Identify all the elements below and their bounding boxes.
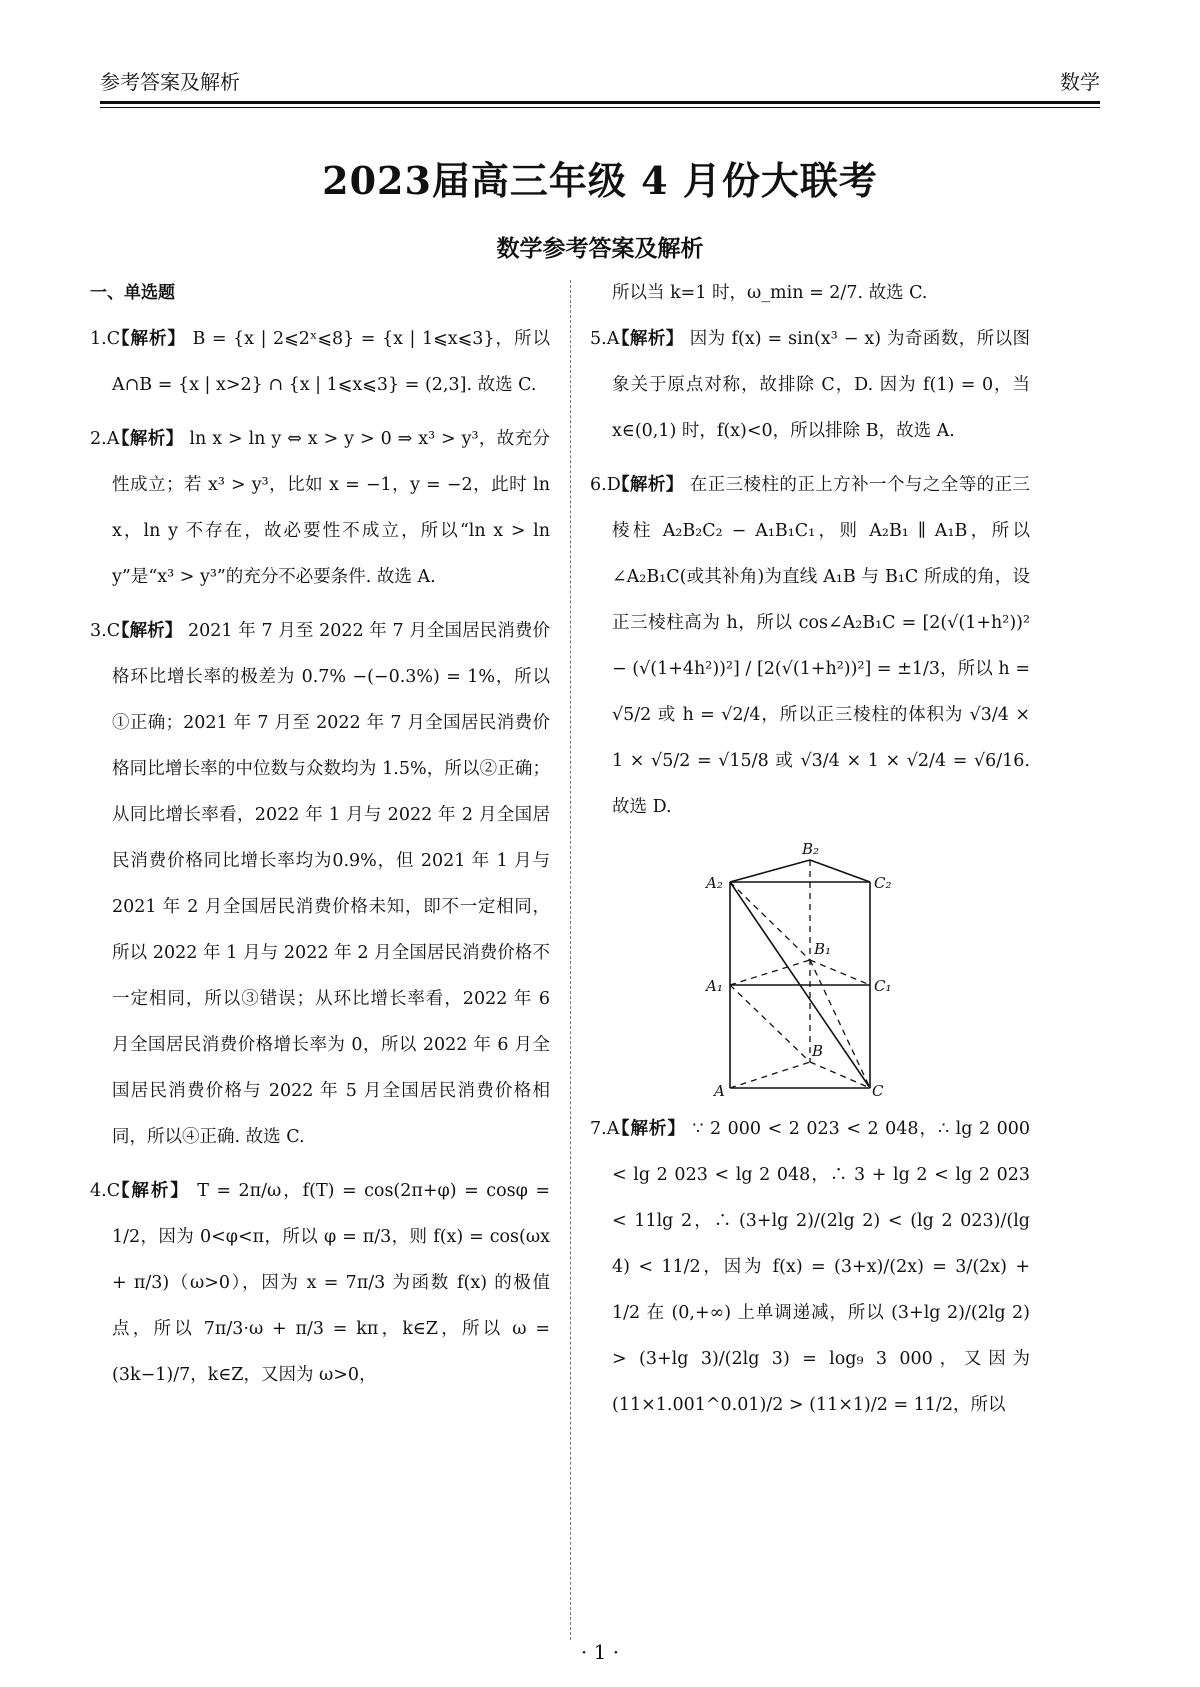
item-number: 7.A bbox=[590, 1119, 620, 1139]
answer-item-1 bbox=[90, 316, 550, 408]
answer-item-6 bbox=[590, 462, 1030, 830]
page-header bbox=[100, 72, 1100, 104]
prism-diagram bbox=[700, 840, 900, 1100]
item-tag: 【解析】 bbox=[612, 329, 684, 349]
header-right: 数学 bbox=[1060, 70, 1100, 94]
column-divider bbox=[570, 280, 571, 1640]
right-column bbox=[590, 270, 1030, 1436]
header-rule bbox=[100, 107, 1100, 108]
answer-item-3 bbox=[90, 608, 550, 1160]
item-number: 3.C bbox=[90, 621, 121, 641]
item-tag: 【解析】 bbox=[612, 475, 684, 495]
item-number: 6.D bbox=[590, 475, 621, 495]
label-c: C bbox=[872, 1082, 884, 1100]
item-tag: 【解析】 bbox=[112, 1181, 190, 1201]
left-column bbox=[90, 270, 550, 1406]
label-b1: B₁ bbox=[814, 940, 832, 958]
label-a2: A₂ bbox=[706, 874, 723, 892]
item-text: B = {x | 2⩽2ˣ⩽8} = {x | 1⩽x⩽3}，所以 A∩B = {x | x>2} ∩ {x | 1⩽x⩽3} = (2,3]. 故选 C. bbox=[112, 329, 550, 395]
item-number: 4.C bbox=[90, 1181, 121, 1201]
item-tag: 【解析】 bbox=[612, 1119, 686, 1139]
page-subtitle: 数学参考答案及解析 bbox=[496, 236, 704, 262]
prism-figure bbox=[590, 840, 1030, 1100]
section-heading: 一、单选题 bbox=[90, 283, 175, 303]
answer-item-7 bbox=[590, 1106, 1030, 1428]
item-number: 2.A bbox=[90, 429, 120, 449]
header-left: 参考答案及解析 bbox=[100, 70, 240, 94]
item-number: 5.A bbox=[590, 329, 620, 349]
page-title: 2023届高三年级 4 月份大联考 bbox=[322, 158, 878, 203]
label-c2: C₂ bbox=[874, 874, 892, 892]
item-text: 因为 f(x) = sin(x³ − x) 为奇函数，所以图象关于原点对称，故排除 C，D. 因为 f(1) = 0，当 x∈(0,1) 时，f(x)<0，所以排除 B，故选 A. bbox=[612, 329, 1031, 441]
answer-item-4 bbox=[90, 1168, 550, 1398]
item-text: 2021 年 7 月至 2022 年 7 月全国居民消费价格环比增长率的极差为 0.7% −(−0.3%) = 1%，所以①正确；2021 年 7 月至 2022 年 7 月全国居民消费价格同比增长率的中位数与众数均为 1.5%，所以②正确；从同比增长率看，2022 年 1 月与 2022 年 2 月全国居民消费价格同比增长率均为0.9%，但 2021 年 1 月与 2021 年 2 月全国居民消费价格未知，即不一定相同，所以 2022 年 1 月与 2022 年 2 月全国居民消费价格不一定相同，所以③错误；从环比增长率看，2022 年 6 月全国居民消费价格增长率为 0，所以 2022 年 6 月全国居民消费价格与 2022 年 5 月全国居民消费价格相同，所以④正确. 故选 C. bbox=[112, 621, 550, 1147]
item-text: 在正三棱柱的正上方补一个与之全等的正三棱柱 A₂B₂C₂ − A₁B₁C₁，则 A₂B₁ ∥ A₁B，所以∠A₂B₁C(或其补角)为直线 A₁B 与 B₁C 所成的角，设正三棱柱高为 h，所以 cos∠A₂B₁C = [2(√(1+h²))² − (√(1+4h²))²] / [2(√(1+h²))²] = ±1/3，所以 h = √5/2 或 h = √2/4，所以正三棱柱的体积为 √3/4 × 1 × √5/2 = √15/8 或 √3/4 × 1 × √2/4 = √6/16. 故选 D. bbox=[612, 475, 1030, 817]
answer-item-2 bbox=[90, 416, 550, 600]
item-text: T = 2π/ω，f(T) = cos(2π+φ) = cosφ = 1/2，因为 0<φ<π，所以 φ = π/3，则 f(x) = cos(ωx + π/3)（ω>0），因为 x = 7π/3 为函数 f(x) 的极值点，所以 7π/3·ω + π/3 = kπ，k∈Z，所以 ω = (3k−1)/7，k∈Z，又因为 ω>0， bbox=[112, 1181, 550, 1385]
label-a: A bbox=[714, 1082, 725, 1100]
item-tag: 【解析】 bbox=[112, 621, 183, 641]
continued-text: 所以当 k=1 时，ω_min = 2/7. 故选 C. bbox=[612, 283, 928, 303]
label-a1: A₁ bbox=[706, 977, 723, 995]
item-text: ∵ 2 000 < 2 023 < 2 048，∴ lg 2 000 < lg 2 023 < lg 2 048，∴ 3 + lg 2 < lg 2 023 < 11lg 2，∴ (3+lg 2)/(2lg 2) < (lg 2 023)/(lg 4) < 11/2，因为 f(x) = (3+x)/(2x) = 3/(2x) + 1/2 在 (0,+∞) 上单调递减，所以 (3+lg 2)/(2lg 2) > (3+lg 3)/(2lg 3) = log₉ 3 000，又因为 (11×1.001^0.01)/2 > (11×1)/2 = 11/2，所以 bbox=[612, 1119, 1031, 1415]
item-number: 1.C bbox=[90, 329, 121, 349]
label-b: B bbox=[812, 1042, 824, 1060]
page-number: · 1 · bbox=[580, 1640, 620, 1664]
label-b2: B₂ bbox=[802, 840, 820, 858]
item-tag: 【解析】 bbox=[112, 329, 186, 349]
label-c1: C₁ bbox=[874, 977, 892, 995]
item-tag: 【解析】 bbox=[112, 429, 184, 449]
item-text: ln x > ln y ⇔ x > y > 0 ⇒ x³ > y³，故充分性成立；若 x³ > y³，比如 x = −1，y = −2，此时 ln x，ln y 不存在，故必要性不成立，所以“ln x > ln y”是“x³ > y³”的充分不必要条件. 故选 A. bbox=[112, 429, 550, 587]
answer-item-5 bbox=[590, 316, 1030, 454]
